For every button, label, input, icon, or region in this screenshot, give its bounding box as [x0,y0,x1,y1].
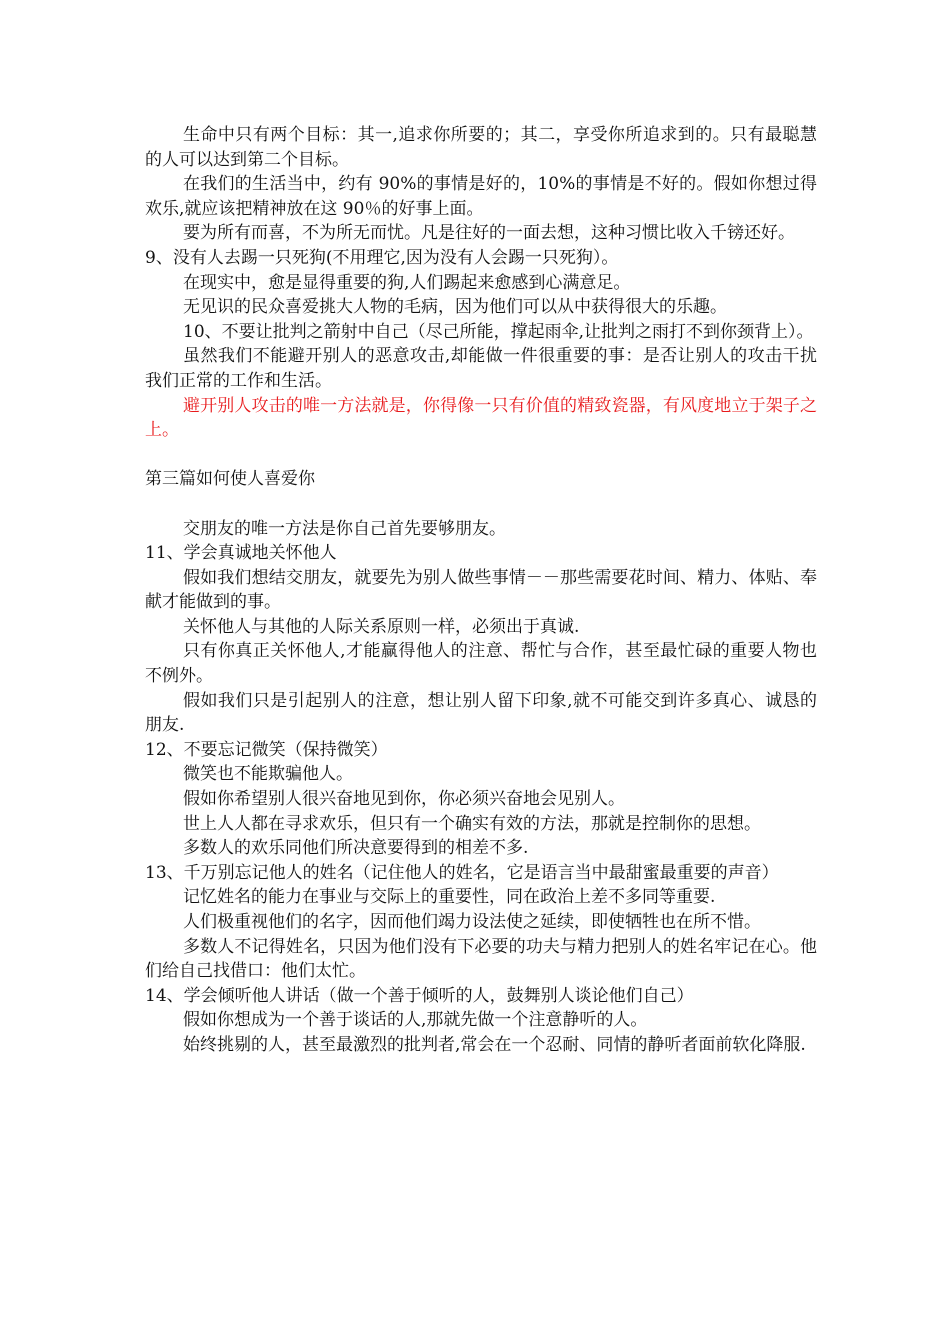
paragraph: 记忆姓名的能力在事业与交际上的重要性，同在政治上差不多同等重要. [183,887,716,908]
section-heading: 11、学会真诚地关怀他人 [145,543,337,564]
paragraph: 假如我们想结交朋友，就要先为别人做些事情－－那些需要花时间、精力、体贴、奉献才能做到的事。 [145,567,817,613]
paragraph: 在我们的生活当中，约有 90%的事情是好的，10%的事情是不好的。假如你想过得欢乐,就应该把精神放在这 90％的好事上面。 [145,174,817,219]
paragraph: 假如你希望别人很兴奋地见到你，你必须兴奋地会见别人。 [183,789,625,810]
paragraph: 人们极重视他们的名字，因而他们竭力设法使之延续，即使牺牲也在所不惜。 [183,912,761,932]
paragraph: 多数人的欢乐同他们所决意要得到的相差不多. [183,838,529,859]
paragraph: 假如你想成为一个善于谈话的人,那就先做一个注意静听的人。 [183,1010,648,1031]
paragraph: 只有你真正关怀他人,才能赢得他人的注意、帮忙与合作，甚至最忙碌的重要人物也不例外。 [145,641,817,687]
paragraph: 多数人不记得姓名，只因为他们没有下必要的功夫与精力把别人的姓名牢记在心。他们给自己找借口：他们太忙。 [145,936,817,982]
document-body [145,123,817,1058]
paragraph: 微笑也不能欺骗他人。 [183,764,353,785]
paragraph: 生命中只有两个目标：其一,追求你所要的；其二，享受你所追求到的。只有最聪慧的人可以达到第二个目标。 [145,125,817,170]
paragraph: 交朋友的唯一方法是你自己首先要够朋友。 [183,518,506,539]
highlighted-paragraph: 避开别人攻击的唯一方法就是，你得像一只有价值的精致瓷器，有风度地立于架子之上。 [145,395,817,441]
section-heading: 9、没有人去踢一只死狗(不用理它,因为没有人会踢一只死狗）。 [145,247,619,268]
paragraph: 在现实中，愈是显得重要的狗,人们踢起来愈感到心满意足。 [183,272,631,293]
paragraph: 世上人人都在寻求欢乐，但只有一个确实有效的方法，那就是控制你的思想。 [183,813,761,834]
chapter-title: 第三篇如何使人喜爱你 [145,469,315,490]
section-heading: 13、千万别忘记他人的姓名（记住他人的姓名，它是语言当中最甜蜜最重要的声音） [145,862,779,883]
section-heading: 14、学会倾听他人讲话（做一个善于倾听的人，鼓舞别人谈论他们自己） [145,985,694,1006]
paragraph: 虽然我们不能避开别人的恶意攻击,却能做一件很重要的事：是否让别人的攻击干扰我们正常的工作和生活。 [145,346,817,391]
paragraph: 始终挑剔的人，甚至最激烈的批判者,常会在一个忍耐、同情的静听者面前软化降服. [183,1034,806,1055]
paragraph: 无见识的民众喜爱挑大人物的毛病，因为他们可以从中获得很大的乐趣。 [183,297,727,318]
paragraph: 要为所有而喜，不为所无而忧。凡是往好的一面去想，这种习惯比收入千镑还好。 [183,223,795,244]
section-heading: 10、不要让批判之箭射中自己（尽己所能，撑起雨伞,让批判之雨打不到你颈背上）。 [183,321,814,342]
paragraph: 假如我们只是引起别人的注意，想让别人留下印象,就不可能交到许多真心、诚恳的朋友. [145,690,817,736]
paragraph: 关怀他人与其他的人际关系原则一样，必须出于真诚. [183,616,580,637]
section-heading: 12、不要忘记微笑（保持微笑） [145,739,388,760]
